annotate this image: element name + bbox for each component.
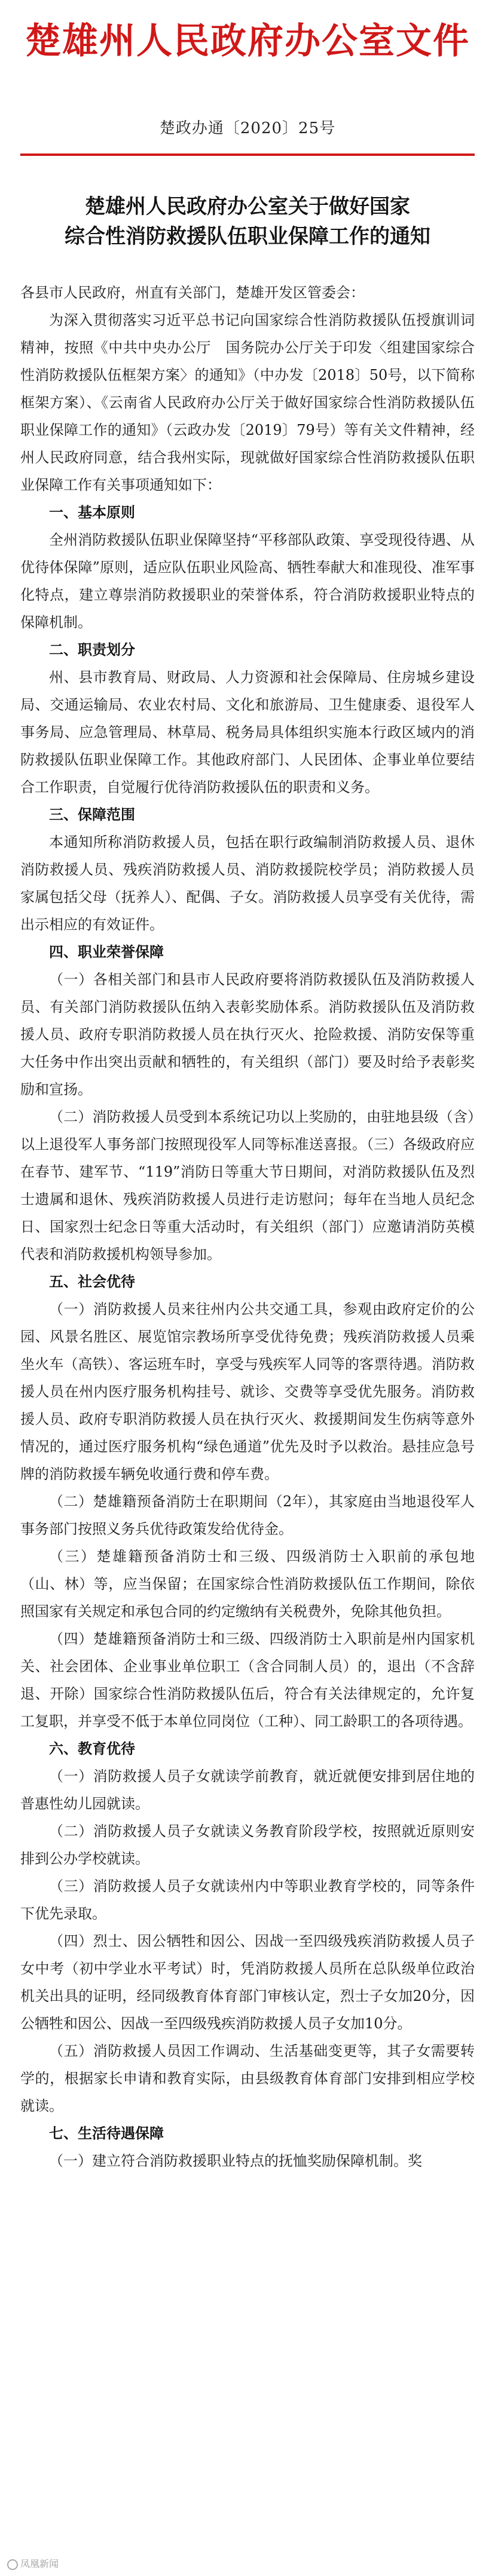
ifeng-logo-icon <box>7 2559 18 2570</box>
section-paragraph: （一）消防救援人员来往州内公共交通工具，参观由政府定价的公园、风景名胜区、展览馆宗教场所享受优待免费；残疾消防救援人员乘坐火车（高铁）、客运班车时，享受与残疾军人同等的客票待遇。消防救援人员在州内医疗服务机构挂号、就诊、交费等享受优先服务。消防救援人员、政府专职消防救援人员在执行灭火、救援期间发生伤病等意外情况的，通过医疗服务机构“绿色通道”优先及时予以救治。悬挂应急号牌的消防救援车辆免收通行费和停车费。 <box>20 1301 475 1482</box>
section-heading: 五、社会优待 <box>49 1273 135 1290</box>
watermark <box>7 2556 59 2570</box>
section-heading: 六、教育优待 <box>49 1740 135 1757</box>
watermark-text: 凤凰新闻 <box>20 2558 59 2569</box>
section-paragraph: （三）楚雄籍预备消防士和三级、四级消防士入职前的承包地（山、林）等，应当保留；在国家综合性消防救援队伍工作期间，除依照国家有关规定和承包合同的约定缴纳有关税费外，免除其他负担。 <box>20 1548 475 1620</box>
section-paragraph: （二）楚雄籍预备消防士在职期间（2年），其家庭由当地退役军人事务部门按照义务兵优待政策发给优待金。 <box>20 1493 475 1537</box>
section-paragraph: （三）消防救援人员子女就读州内中等职业教育学校的，同等条件下优先录取。 <box>20 1878 475 1922</box>
section-heading: 三、保障范围 <box>49 806 135 823</box>
section-paragraph: （四）楚雄籍预备消防士和三级、四级消防士入职前是州内国家机关、社会团体、企业事业单位职工（含合同制人员）的，退出（不含辞退、开除）国家综合性消防救援队伍后，符合有关法律规定的，允许复工复职，并享受不低于本单位同岗位（工种）、同工龄职工的各项待遇。 <box>20 1631 475 1730</box>
red-separator-line <box>20 153 475 156</box>
section-heading: 一、基本原则 <box>49 504 135 521</box>
section-paragraph: （二）消防救援人员子女就读义务教育阶段学校，按照就近原则安排到公办学校就读。 <box>20 1823 475 1867</box>
section-paragraph: （一）消防救援人员子女就读学前教育，就近就便安排到居住地的普惠性幼儿园就读。 <box>20 1768 475 1812</box>
section-paragraph: （一）各相关部门和县市人民政府要将消防救援队伍及消防救援人员、有关部门消防救援队伍纳入表彰奖励体系。消防救援队伍及消防救援人员、政府专职消防救援人员在执行灭火、抢险救援、消防安保等重大任务中作出突出贡献和牺牲的，有关组织（部门）要及时给予表彰奖励和宣扬。 <box>20 971 475 1098</box>
section-heading: 七、生活待遇保障 <box>49 2125 164 2142</box>
section-heading: 二、职责划分 <box>49 641 135 658</box>
section-paragraph: 本通知所称消防救援人员，包括在职行政编制消防救援人员、退休消防救援人员、残疾消防救援人员、消防救援院校学员；消防救援人员家属包括父母（抚养人）、配偶、子女。消防救援人员享受有关优待，需出示相应的有效证件。 <box>20 834 475 933</box>
issuing-authority-title: 楚雄州人民政府办公室文件 <box>25 20 470 62</box>
section-paragraph: （二）消防救援人员受到本系统记功以上奖励的，由驻地县级（含）以上退役军人事务部门按照现役军人同等标准送喜报。（三）各级政府应在春节、建军节、“119”消防日等重大节日期间，对消防救援队伍及烈士遗属和退休、残疾消防救援人员进行走访慰问；每年在当地人员纪念日、国家烈士纪念日等重大活动时，有关组织（部门）应邀请消防英模代表和消防救援机构领导参加。 <box>20 1109 475 1263</box>
section-paragraph: 全州消防救援队伍职业保障坚持“平移部队政策、享受现役待遇、从优待体保障”原则，适应队伍职业风险高、牺牲奉献大和准现役、准军事化特点，建立尊崇消防救援职业的荣誉体系，符合消防救援职业特点的保障机制。 <box>20 532 475 631</box>
section-paragraph: 州、县市教育局、财政局、人力资源和社会保障局、住房城乡建设局、交通运输局、农业农村局、文化和旅游局、卫生健康委、退役军人事务局、应急管理局、林草局、税务局具体组织实施本行政区域内的消防救援队伍职业保障工作。其他政府部门、人民团体、企事业单位要结合工作职责，自觉履行优待消防救援队伍的职责和义务。 <box>20 669 475 796</box>
section-paragraph: （四）烈士、因公牺牲和因公、因战一至四级残疾消防救援人员子女中考（初中学业水平考试）时，凭消防救援人员所在总队级单位政治机关出具的证明，经同级教育体育部门审核认定，烈士子女加20分，因公牺牲和因公、因战一至四级残疾消防救援人员子女加10分。 <box>20 1933 475 2032</box>
document-number: 楚政办通〔2020〕25号 <box>159 119 336 137</box>
intro-paragraph: 为深入贯彻落实习近平总书记向国家综合性消防救援队伍授旗训词精神，按照《中共中央办公厅 国务院办公厅关于印发〈组建国家综合性消防救援队伍框架方案〉的通知》（中办发〔2018〕50号，以下简称框架方案）、《云南省人民政府办公厅关于做好国家综合性消防救援队伍职业保障工作的通知》（云政办发〔2019〕79号）等有关文件精神，经州人民政府同意，结合我州实际，现就做好国家综合性消防救援队伍职业保障工作有关事项通知如下： <box>20 312 475 493</box>
section-heading: 四、职业荣誉保障 <box>49 944 164 960</box>
document-title-line-2: 综合性消防救援队伍职业保障工作的通知 <box>65 225 430 248</box>
section-paragraph: （一）建立符合消防救援职业特点的抚恤奖励保障机制。奖 <box>49 2153 422 2169</box>
section-paragraph: （五）消防救援人员因工作调动、生活基础变更等，其子女需要转学的，根据家长申请和教育实际，由县级教育体育部门安排到相应学校就读。 <box>20 2043 475 2114</box>
document-body <box>0 279 495 2175</box>
sections-container <box>20 499 475 2175</box>
recipients: 各县市人民政府，州直有关部门，楚雄开发区管委会： <box>20 284 365 301</box>
document-title-line-1: 楚雄州人民政府办公室关于做好国家 <box>85 195 410 219</box>
document-title <box>0 192 495 251</box>
